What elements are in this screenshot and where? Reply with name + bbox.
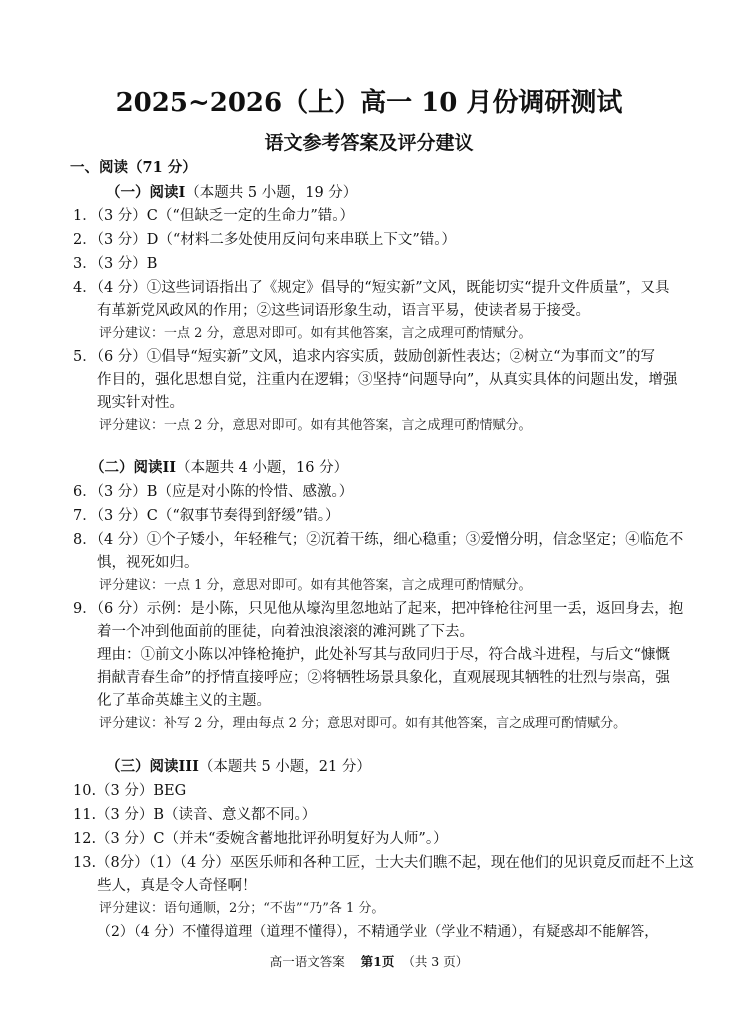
part-heading-rest: （本题共 5 小题，19 分） <box>185 185 358 201</box>
part-heading-bold: （一）阅读I <box>106 184 186 201</box>
footer-left: 高一语文答案 <box>269 954 345 969</box>
answer-line: 作目的，强化思想自觉，注重内在逻辑；③坚持“问题导向”，从真实具体的问题出发，增强 <box>97 372 678 388</box>
answer-line: 6．（3 分）B（应是对小陈的怜惜、感激。） <box>73 484 354 500</box>
answer-line: 2．（3 分）D（“材料二多处使用反问句来串联上下文”错。） <box>73 232 457 248</box>
answer-line: 4．（4 分）①这些词语指出了《规定》倡导的“短实新”文风，既能切实“提升文件质量”，又具 <box>73 280 670 296</box>
section-heading: 一、阅读（71 分） <box>70 159 197 176</box>
answer-line: 7．（3 分）C（“叙事节奏得到舒缓”错。） <box>73 508 340 524</box>
page-title: 2025~2026（上）高一 10 月份调研测试 <box>115 88 623 118</box>
part-heading-bold: （二）阅读II <box>90 459 177 476</box>
part-heading <box>106 183 357 203</box>
page-subtitle: 语文参考答案及评分建议 <box>264 132 474 154</box>
part-heading-bold: （三）阅读III <box>106 758 199 775</box>
scoring-note: 评分建议：一点 2 分，意思对即可。如有其他答案，言之成理可酌情赋分。 <box>99 326 532 341</box>
answer-line: 13.（8分）（1）（4 分）巫医乐师和各种工匠，士大夫们瞧不起，现在他们的见识竟反而赶不上这 <box>73 855 694 871</box>
part-heading <box>90 458 348 478</box>
scoring-note: 评分建议：补写 2 分，理由每点 2 分；意思对即可。如有其他答案，言之成理可酌情赋分。 <box>99 716 627 731</box>
part-heading-rest: （本题共 5 小题，21 分） <box>198 759 371 775</box>
answer-line: 8．（4 分）①个子矮小，年轻稚气；②沉着干练，细心稳重；③爱憎分明，信念坚定；④临危不 <box>73 532 684 548</box>
scoring-note: 评分建议：一点 1 分，意思对即可。如有其他答案，言之成理可酌情赋分。 <box>99 578 532 593</box>
part-heading <box>106 757 371 777</box>
answer-line: 着一个冲到他面前的匪徒，向着浊浪滚滚的滩河跳了下去。 <box>97 624 474 640</box>
footer-total-pages: （共 3 页） <box>402 954 469 969</box>
answer-line: 理由：①前文小陈以冲锋枪掩护，此处补写其与敌同归于尽，符合战斗进程，与后文“慷慨 <box>97 647 670 663</box>
page-footer <box>0 952 738 970</box>
answer-line: 10.（3 分）BEG <box>73 783 187 799</box>
answer-line: 1．（3 分）C（“但缺乏一定的生命力”错。） <box>73 208 354 224</box>
answer-line: 些人，真是令人奇怪啊！ <box>97 878 257 894</box>
answer-line: 惧，视死如归。 <box>97 555 199 571</box>
answer-line: 12.（3 分）C（并未“委婉含蓄地批评孙明复好为人师”。） <box>73 831 448 847</box>
footer-page-number: 第1页 <box>360 954 395 969</box>
answer-line: 化了革命英雄主义的主题。 <box>97 693 271 709</box>
answer-line: 5．（6 分）①倡导“短实新”文风，追求内容实质，鼓励创新性表达；②树立“为事而文”的写 <box>73 349 655 365</box>
scoring-note: 评分建议：一点 2 分，意思对即可。如有其他答案，言之成理可酌情赋分。 <box>99 418 532 433</box>
answer-line: 有革新党风政风的作用；②这些词语形象生动，语言平易，使读者易于接受。 <box>97 303 590 319</box>
part-heading-rest: （本题共 4 小题，16 分） <box>176 460 349 476</box>
answer-line: 9．（6 分）示例：是小陈，只见他从壕沟里忽地站了起来，把冲锋枪往河里一丢，返回身去，抱 <box>73 601 684 617</box>
answer-line: 现实针对性。 <box>97 395 184 411</box>
answer-line: 3．（3 分）B <box>73 256 158 272</box>
scoring-note: 评分建议：语句通顺，2分；“不齿”“乃”各 1 分。 <box>99 901 385 916</box>
answer-line: 捐献青春生命”的抒情直接呼应；②将牺牲场景具象化，直观展现其牺牲的壮烈与崇高，强 <box>97 670 670 686</box>
answer-line: 11.（3 分）B（读音、意义都不同。） <box>73 807 317 823</box>
answer-line: （2）（4 分）不懂得道理（道理不懂得），不精通学业（学业不精通），有疑惑却不能解答， <box>97 924 659 940</box>
